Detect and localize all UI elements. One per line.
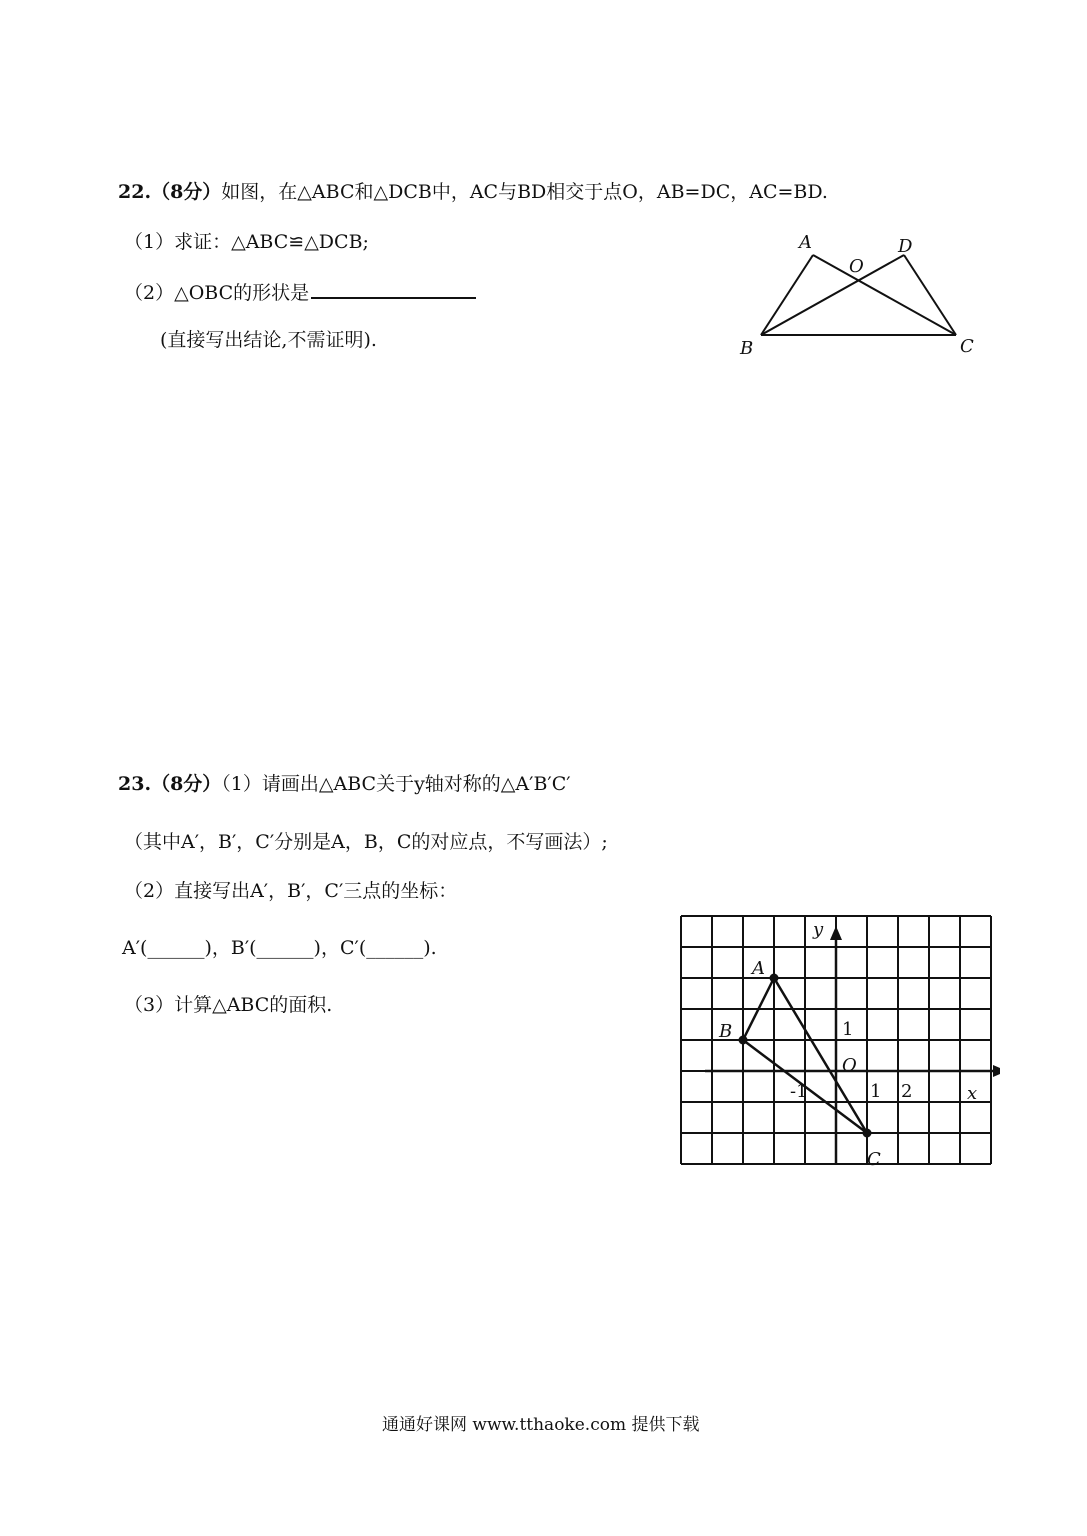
q22-number: 22.: [118, 181, 152, 203]
label-d: D: [898, 236, 913, 257]
point-c-label: C: [867, 1149, 881, 1170]
page-footer: 通通好课网 www.tthaoke.com 提供下载: [382, 1415, 700, 1435]
tick-x-2: 2: [901, 1081, 913, 1102]
label-b: B: [740, 338, 754, 359]
segment-ab: [761, 255, 813, 335]
q23-part1: （1）请画出△ABC关于y轴对称的△A′B′C′: [221, 773, 571, 795]
q23-part1-cont: （其中A′，B′，C′分别是A，B，C的对应点，不写画法）;: [124, 831, 608, 853]
label-a: A: [799, 232, 812, 253]
q22-part2-note: (直接写出结论,不需证明).: [160, 329, 377, 351]
q23-number: 23.: [118, 773, 152, 795]
q23-part2: （2）直接写出A′，B′，C′三点的坐标：: [124, 880, 458, 902]
origin-label: O: [842, 1055, 857, 1076]
q22-part1: （1）求证：△ABC≌△DCB;: [124, 231, 369, 253]
tick-y-1: 1: [842, 1019, 854, 1040]
q22-answer-blank: [311, 279, 476, 299]
label-o: O: [849, 256, 864, 277]
q23-part3: （3）计算△ABC的面积.: [124, 994, 333, 1016]
segment-dc: [904, 255, 956, 335]
y-axis-arrow-icon: [830, 926, 842, 940]
q22-part2-prefix: （2）△OBC的形状是: [124, 282, 310, 304]
point-a-label: A: [752, 958, 765, 979]
q23-part2-blanks: A′(______)，B′(______)，C′(______).: [122, 937, 437, 959]
q22-stem-line: [118, 180, 828, 204]
q22-triangle-figure: [730, 228, 990, 363]
q23-points: （8分）: [151, 773, 222, 795]
x-axis-arrow-icon: [993, 1065, 1000, 1077]
tick-x-neg1: -1: [790, 1081, 808, 1102]
q22-part2-line: [124, 279, 476, 305]
point-b-dot: [739, 1036, 748, 1045]
point-c-dot: [863, 1129, 872, 1138]
point-a-dot: [770, 974, 779, 983]
tick-x-1: 1: [870, 1081, 882, 1102]
q22-stem: 如图，在△ABC和△DCB中，AC与BD相交于点O，AB=DC，AC=BD.: [221, 181, 828, 203]
y-axis-label: y: [813, 919, 824, 940]
q23-stem-line: [118, 772, 571, 796]
label-c: C: [960, 336, 974, 357]
point-b-label: B: [719, 1021, 733, 1042]
q23-coordinate-grid: [670, 905, 1000, 1190]
x-axis-label: x: [967, 1083, 978, 1104]
q22-points: （8分）: [151, 181, 222, 203]
